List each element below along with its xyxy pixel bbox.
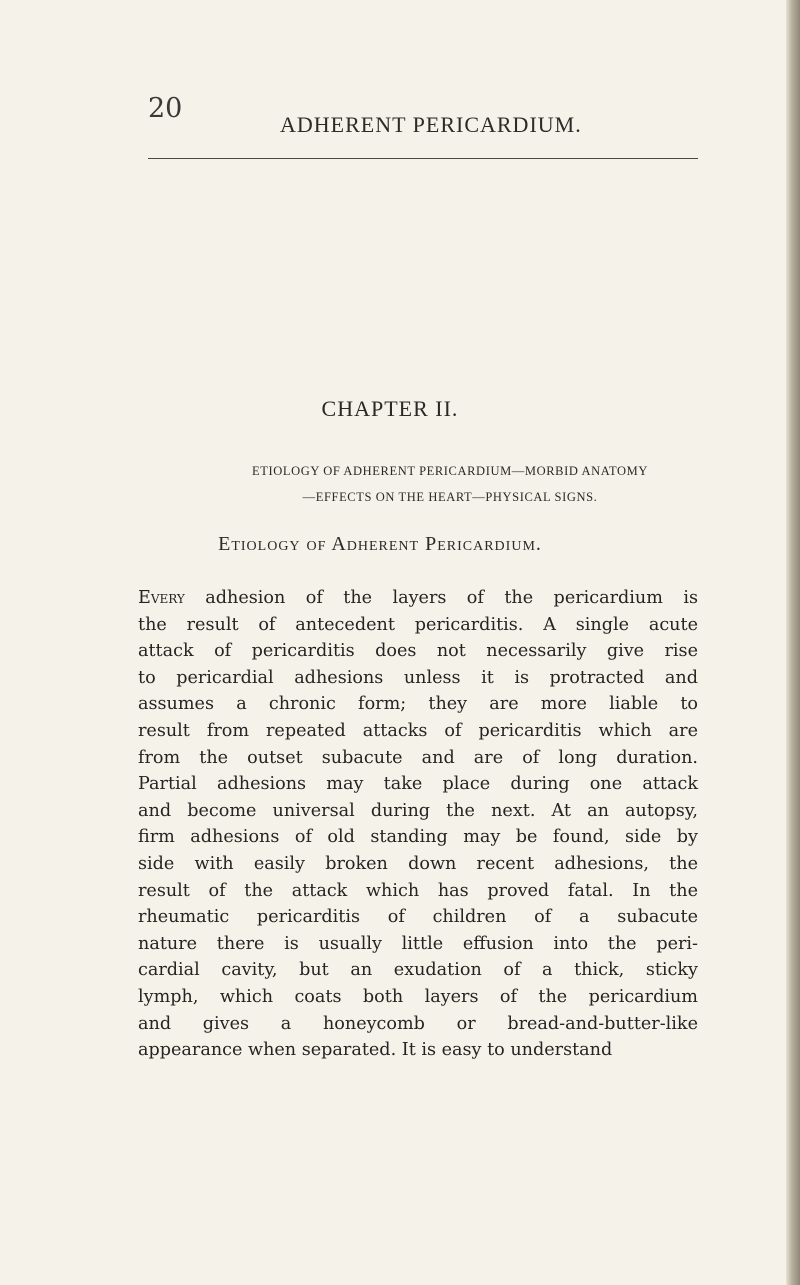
- page-edge-shadow: [786, 0, 800, 1285]
- paragraph-line: Partial adhesions may take place during one attack: [138, 774, 698, 795]
- paragraph-line: rheumatic pericarditis of children of a subacute: [138, 907, 698, 928]
- chapter-title-text: CHAPTER II.: [321, 396, 459, 421]
- header-rule: [148, 158, 698, 159]
- section-title-text: Etiology of Adherent Pericardium.: [218, 533, 542, 555]
- chapter-summary-line-2: —EFFECTS ON THE HEART—PHYSICAL SIGNS.: [302, 490, 598, 504]
- chapter-summary: [140, 458, 760, 510]
- paragraph-line: and gives a honeycomb or bread-and-butter-like: [138, 1013, 698, 1034]
- paragraph-first-word: Every: [138, 588, 185, 608]
- paragraph-line: result from repeated attacks of pericarditis which are: [138, 720, 698, 741]
- paragraph-line: result of the attack which has proved fatal. In the: [138, 880, 698, 901]
- paragraph-line: firm adhesions of old standing may be found, side by: [138, 827, 698, 848]
- section-title: [0, 533, 800, 556]
- chapter-title: [0, 396, 800, 422]
- chapter-summary-line-1: ETIOLOGY OF ADHERENT PERICARDIUM—MORBID ANATOMY: [251, 464, 649, 478]
- paragraph-line: side with easily broken down recent adhesions, the: [138, 853, 698, 874]
- body-paragraph: [138, 585, 698, 1064]
- paragraph-line-text: adhesion of the layers of the pericardium is: [184, 588, 698, 608]
- running-head: ADHERENT PERICARDIUM.: [280, 112, 582, 137]
- page-number: 20: [148, 93, 183, 124]
- paragraph-line: [138, 585, 698, 612]
- paragraph-line: cardial cavity, but an exudation of a thick, sticky: [138, 960, 698, 981]
- paragraph-line: nature there is usually little effusion into the peri-: [138, 933, 698, 954]
- paragraph-line: the result of antecedent pericarditis. A single acute: [138, 614, 698, 635]
- paragraph-line: attack of pericarditis does not necessarily give rise: [138, 641, 698, 662]
- paragraph-line: to pericardial adhesions unless it is protracted and: [138, 667, 698, 688]
- paragraph-line: appearance when separated. It is easy to understand: [138, 1040, 613, 1061]
- paragraph-line: from the outset subacute and are of long duration.: [138, 747, 698, 768]
- paragraph-line: and become universal during the next. At an autopsy,: [138, 800, 698, 821]
- paragraph-line: lymph, which coats both layers of the pericardium: [138, 986, 698, 1007]
- paragraph-line: assumes a chronic form; they are more liable to: [138, 694, 698, 715]
